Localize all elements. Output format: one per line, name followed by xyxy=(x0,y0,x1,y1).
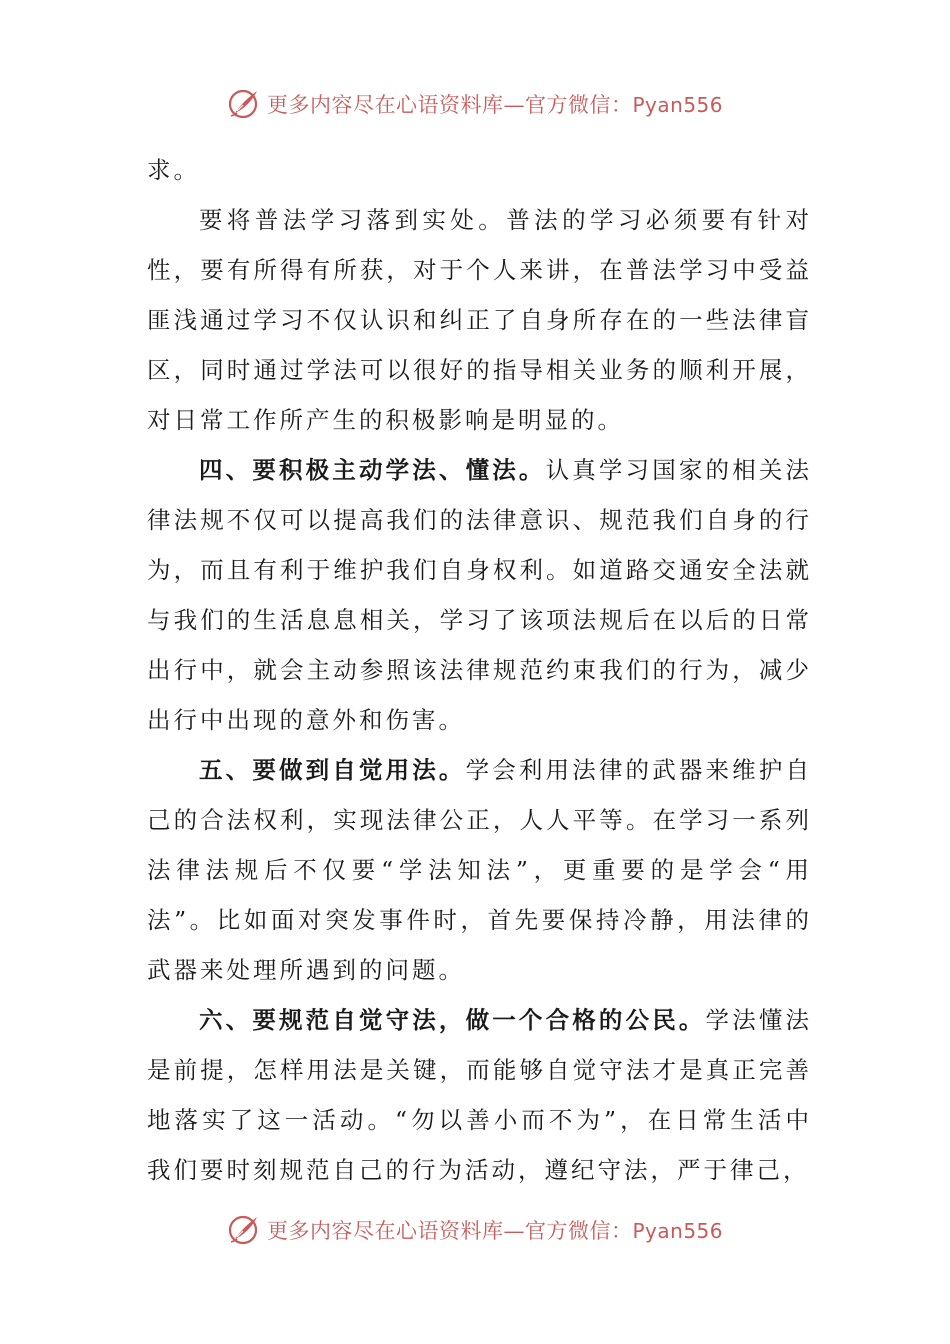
footer-banner xyxy=(0,1210,950,1250)
paragraph-3 xyxy=(147,445,812,745)
header-banner-label: 更多内容尽在心语资料库—官方微信： xyxy=(266,93,633,117)
paragraph-text: 学会利用法律的武器来维护自己的合法权利，实现法律公正，人人平等。在学习一系列法律法规后不仅要“学法知法”，更重要的是学会“用法”。比如面对突发事件时，首先要保持冷静，用法律的武器来处理所遇到的问题。 xyxy=(147,756,813,984)
footer-banner-label: 更多内容尽在心语资料库—官方微信： xyxy=(266,1219,633,1243)
header-banner-id: Pyan556 xyxy=(632,93,723,117)
paragraph-text: 要将普法学习落到实处。普法的学习必须要有针对性，要有所得有所获，对于个人来讲，在普法学习中受益匪浅通过学习不仅认识和纠正了自身所存在的一些法律盲区，同时通过学法可以很好的指导相关业务的顺利开展，对日常工作所产生的积极影响是明显的。 xyxy=(147,206,812,434)
paragraph-heading: 六、要规范自觉守法，做一个合格的公民。 xyxy=(199,1006,706,1034)
paragraph-text: 学法懂法是前提，怎样用法是关键，而能够自觉守法才是真正完善地落实了这一活动。“勿以善小而不为”，在日常生活中我们要时刻规范自己的行为活动，遵纪守法，严于律己， xyxy=(147,1006,813,1184)
paragraph-5 xyxy=(147,995,812,1195)
header-banner-content xyxy=(227,87,723,121)
quill-logo-icon xyxy=(227,87,261,121)
footer-banner-content xyxy=(227,1213,723,1247)
paragraph-1 xyxy=(147,145,812,195)
header-banner xyxy=(0,84,950,124)
paragraph-heading: 五、要做到自觉用法。 xyxy=(199,756,466,784)
footer-banner-id: Pyan556 xyxy=(632,1219,723,1243)
paragraph-text: 求。 xyxy=(147,156,200,184)
document-body xyxy=(147,145,812,1195)
paragraph-2 xyxy=(147,195,812,445)
footer-banner-text xyxy=(267,1215,723,1245)
paragraph-4 xyxy=(147,745,812,995)
paragraph-heading: 四、要积极主动学法、懂法。 xyxy=(199,456,546,484)
quill-logo-icon xyxy=(227,1213,261,1247)
paragraph-text: 认真学习国家的相关法律法规不仅可以提高我们的法律意识、规范我们自身的行为，而且有利于维护我们自身权利。如道路交通安全法就与我们的生活息息相关，学习了该项法规后在以后的日常出行中，就会主动参照该法律规范约束我们的行为，减少出行中出现的意外和伤害。 xyxy=(147,456,813,734)
header-banner-text xyxy=(267,89,723,119)
